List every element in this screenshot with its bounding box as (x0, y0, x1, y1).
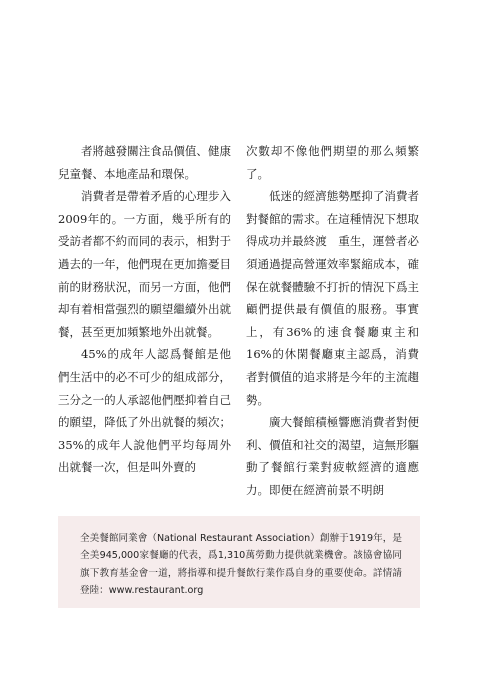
left-paragraph-2: 消費者是帶着矛盾的心理步入2009年的。一方面，幾乎所有的受訪者都不約而同的表示，相對于過去的一年，他們現在更加擔憂目前的財務狀況，而另一方面，他們却有着相當强烈的願望繼續外出就餐，甚至更加頻繁地外出就餐。 (58, 189, 231, 339)
right-paragraph-3: 廣大餐館積極響應消費者對便利、價值和社交的渴望，這無形驅動了餐館行業對疲軟經濟的適應力。即便在經濟前景不明朗 (246, 415, 419, 497)
association-note-text: 全美餐館同業會（National Restaurant Association）創辦于1919年，是全美945,000家餐廳的代表，爲1,310萬勞動力提供就業機會。該協會協同旗下教育基金會一道，將指導和提升餐飲行業作爲自身的重要使命。詳情請登陸：www.restaurant.org (80, 533, 402, 597)
association-note-box (58, 516, 420, 608)
left-text-column (58, 140, 231, 479)
left-paragraph-1: 者將越發關注食品價值、健康兒童餐、本地產品和環保。 (58, 144, 231, 181)
right-paragraph-1: 次數却不像他們期望的那么頻繁了。 (246, 144, 419, 181)
right-text-column (246, 140, 419, 502)
left-paragraph-3: 45%的成年人認爲餐館是他們生活中的必不可少的組成部分，三分之一的人承認他們壓抑着自己的願望，降低了外出就餐的頻次；35%的成年人說他們平均每周外出就餐一次，但是叫外賣的 (58, 347, 231, 475)
right-paragraph-2: 低迷的經濟態勢壓抑了消費者對餐館的需求。在這種情況下想取得成功并最終渡 重生，運營者必須通過提高營運效率緊縮成本，確保在就餐體驗不打折的情況下爲主顧們提供最有價值的服務。事實上，有36%的速食餐廳東主和16%的休閑餐廳東主認爲，消費者對價值的追求將是今年的主流趨勢。 (246, 189, 419, 407)
